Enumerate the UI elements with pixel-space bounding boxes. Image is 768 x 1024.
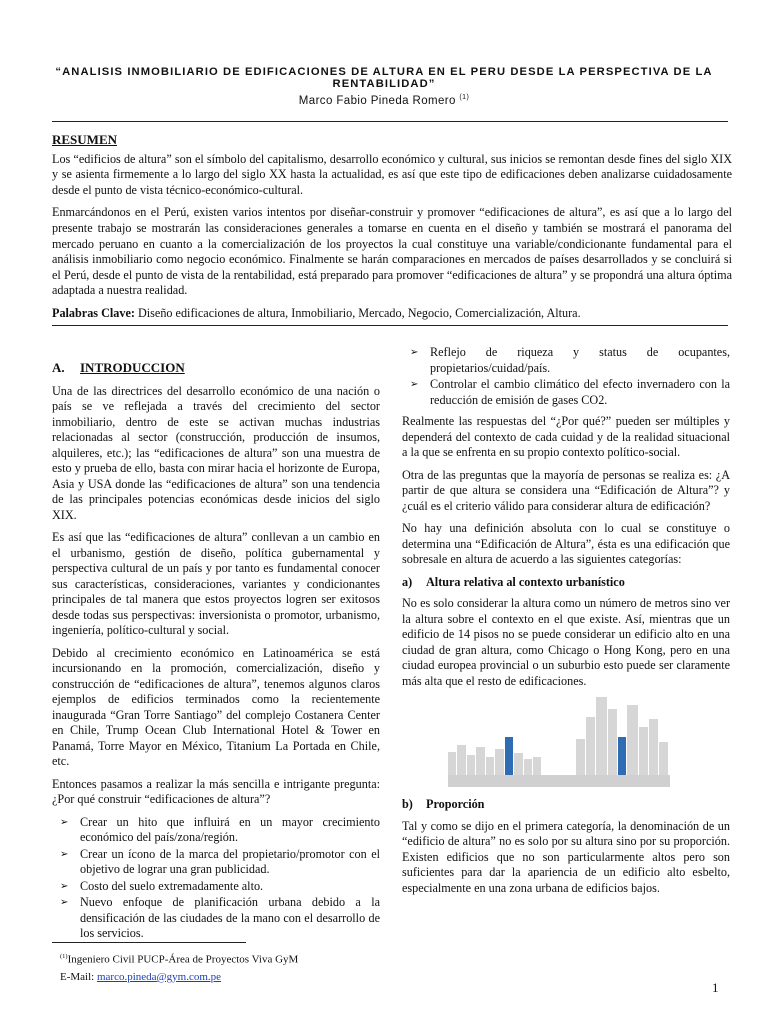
keywords-label: Palabras Clave: <box>52 305 135 320</box>
page-number: 1 <box>712 980 719 995</box>
section-heading <box>52 360 380 376</box>
right-paragraph-2: Otra de las preguntas que la mayoría de personas se realiza es: ¿A partir de que altura se considera una “Edificación de Altura”? y ¿cuál es el criterio válido para considerar altura de edificación? <box>402 467 730 513</box>
list-item: ➢ Costo del suelo extremadamente alto. <box>60 878 264 893</box>
keywords <box>52 306 732 322</box>
author-line <box>40 94 728 107</box>
subsection-b-heading: b) Proporción <box>402 797 485 811</box>
author-footnote-mark: (1) <box>459 94 470 101</box>
abstract-paragraph-1: Los “edificios de altura” son el símbolo del capitalismo, desarrollo económico y cultural, sus inicios se remontan desde fines del siglo XIX y se asienta firmemente a lo largo del siglo XX hasta la actualidad, es así que este tipo de edificaciones deben analizarse cuidadosamente desde el punto de vista técnico-económico-cultural. <box>52 151 732 197</box>
intro-paragraph-4: Entonces pasamos a realizar la más sencilla e intrigante pregunta: ¿Por qué construir “edificaciones de altura”? <box>52 776 380 806</box>
paper-title: “ANALISIS INMOBILIARIO DE EDIFICACIONES DE ALTURA EN EL PERU DESDE LA PERSPECTIVA DE LA RENTABILIDAD” <box>55 66 713 90</box>
right-paragraph-3: No hay una definición absoluta con lo cual se constituye o determina una “Edificación de Altura”, ésta es una edificación que sobresale en altura de acuerdo a las siguientes categorías: <box>402 521 730 566</box>
skyline-figure <box>448 697 680 787</box>
abstract-paragraph-2: Enmarcándonos en el Perú, existen varios intentos por diseñar-construir y promover “edificaciones de altura”, es así que a lo largo del presente trabajo se mostrarán las consideraciones generales a tomarse en cuenta en el diseño y también se mostrará el panorama del mercado peruano en cuanto a la comercialización de los proyectos la cual constituye una variable/condicionante fundamental para el análisis inmobiliario como negocio económico. Finalmente se harán comparaciones en mercados de países desarrollados y se concluirá si el Perú, desde el punto de vista de la rentabilidad, está preparado para promover “edificaciones de altura” y se propondrá una altura óptima adaptada a nuestra realidad. <box>52 205 732 298</box>
email-link[interactable]: marco.pineda@gym.com.pe <box>96 970 222 983</box>
right-paragraph-5: Tal y como se dijo en el primera categoría, la denominación de un “edificio de altura” no es solo por su altura sino por su proporción. Existen edificios que no son particularmente altos pero son suficientes para dar la apariencia de un edificio alto esbelto, especialmente en una zona urbana de edificios bajos. <box>402 818 730 895</box>
author-name: Marco Fabio Pineda Romero <box>298 94 456 107</box>
reasons-list <box>52 815 380 942</box>
abstract-heading: RESUMEN <box>52 132 118 147</box>
subsection-a-heading: a) Altura relativa al contexto urbanístico <box>402 574 625 589</box>
footnote-email: E-Mail: marco.pineda@gym.com.pe <box>60 970 222 983</box>
section-number: A. <box>52 360 65 375</box>
right-column <box>402 345 730 903</box>
list-item: ➢ Crear un hito que influirá en un mayor crecimiento económico del país/zona/región. <box>60 814 380 844</box>
abstract-bottom-rule <box>52 325 728 326</box>
arrow-bullet-icon: ➢ <box>60 880 69 892</box>
ground-strip <box>448 775 670 787</box>
list-item: ➢ Crear un ícono de la marca del propietario/promotor con el objetivo de lograr una gran publicidad. <box>60 846 380 876</box>
arrow-bullet-icon: ➢ <box>410 347 419 358</box>
intro-paragraph-2: Es así que las “edificaciones de altura” conllevan a un cambio en el urbanismo, gestión de diseño, política gubernamental y perspectiva cultural de un país y por tanto es fundamental conocer sus características, consideraciones, variantes y condicionantes principales de tal manera que estos proyectos logren ser exitosos desde todas sus perspectivas: inversionista o promotor, urbanismo, ingeniería, político-cultural y social. <box>52 530 380 637</box>
building <box>627 705 638 787</box>
reasons-list-continued <box>402 345 730 408</box>
keywords-text: Diseño edificaciones de altura, Inmobiliario, Mercado, Negocio, Comercialización, Altura. <box>134 305 581 320</box>
abstract <box>52 132 732 329</box>
arrow-bullet-icon: ➢ <box>60 816 69 828</box>
building <box>596 697 607 787</box>
top-rule <box>52 121 728 122</box>
right-paragraph-1: Realmente las respuestas del “¿Por qué?” pueden ser múltiples y dependerá del contexto de cada cuidad y de la realidad situacional a la que se enfrenta en su propio contexto político-social. <box>402 414 730 459</box>
footnote-rule <box>52 942 246 943</box>
list-item: ➢ Reflejo de riqueza y status de ocupantes, propietarios/cuidad/país. <box>410 345 730 375</box>
footnote <box>60 948 298 986</box>
footnote-affiliation: $^{(1)}$Ingeniero Civil PUCP-Área de Proyectos Viva GyM <box>60 953 299 966</box>
arrow-bullet-icon: ➢ <box>410 379 419 390</box>
section-title: INTRODUCCION <box>80 360 185 375</box>
arrow-bullet-icon: ➢ <box>60 897 69 908</box>
arrow-bullet-icon: ➢ <box>60 848 69 860</box>
intro-paragraph-3: Debido al crecimiento económico en Latinoamérica se está incursionando en la promoción, comercialización, diseño y construcción de “edificaciones de altura”, tenemos algunos claros ejemplos de edificios terminados como la recientemente inaugurada “Gran Torre Santiago” del complejo Costanera Center en Chile, Trump Ocean Club International Hotel & Tower en Panamá, Torre Mayor en México, Titanium La Portada en Chile, etc. <box>52 645 380 768</box>
intro-paragraph-1: Una de las directrices del desarrollo económico de una nación o país se ve reflejada a través del crecimiento del sector inmobiliario, dentro de este se activan muchas industrias relacionadas al sector (construcción, producción de insumos, alquileres, etc.); las “edificaciones de altura” son una muestra de esto y prueba de ello, basta con mirar hacia el horizonte de Europa, Asia y USA donde las “edificaciones de altura” son una tendencia de las principales potencias económicas desde inicios del siglo XIX. <box>52 383 380 522</box>
left-column <box>52 350 380 948</box>
list-item: ➢ Nuevo enfoque de planificación urbana debido a la densificación de las ciudades de la mano con el desarrollo de los servicios. <box>60 895 380 940</box>
list-item: ➢ Controlar el cambio climático del efecto invernadero con la reducción de emisión de gases CO2. <box>410 377 730 407</box>
right-paragraph-4: No es solo considerar la altura como un número de metros sino ver la altura sobre el contexto en el que existe. Así, mientras que un edificio de 14 pisos no se puede considerar un edificio alto en una ciudad de gran altura, como Chicago o Hong Kong, pero en una ciudad europea provincial o un suburbio esto puede ser claramente más alta que el resto de edificaciones. <box>402 596 730 688</box>
